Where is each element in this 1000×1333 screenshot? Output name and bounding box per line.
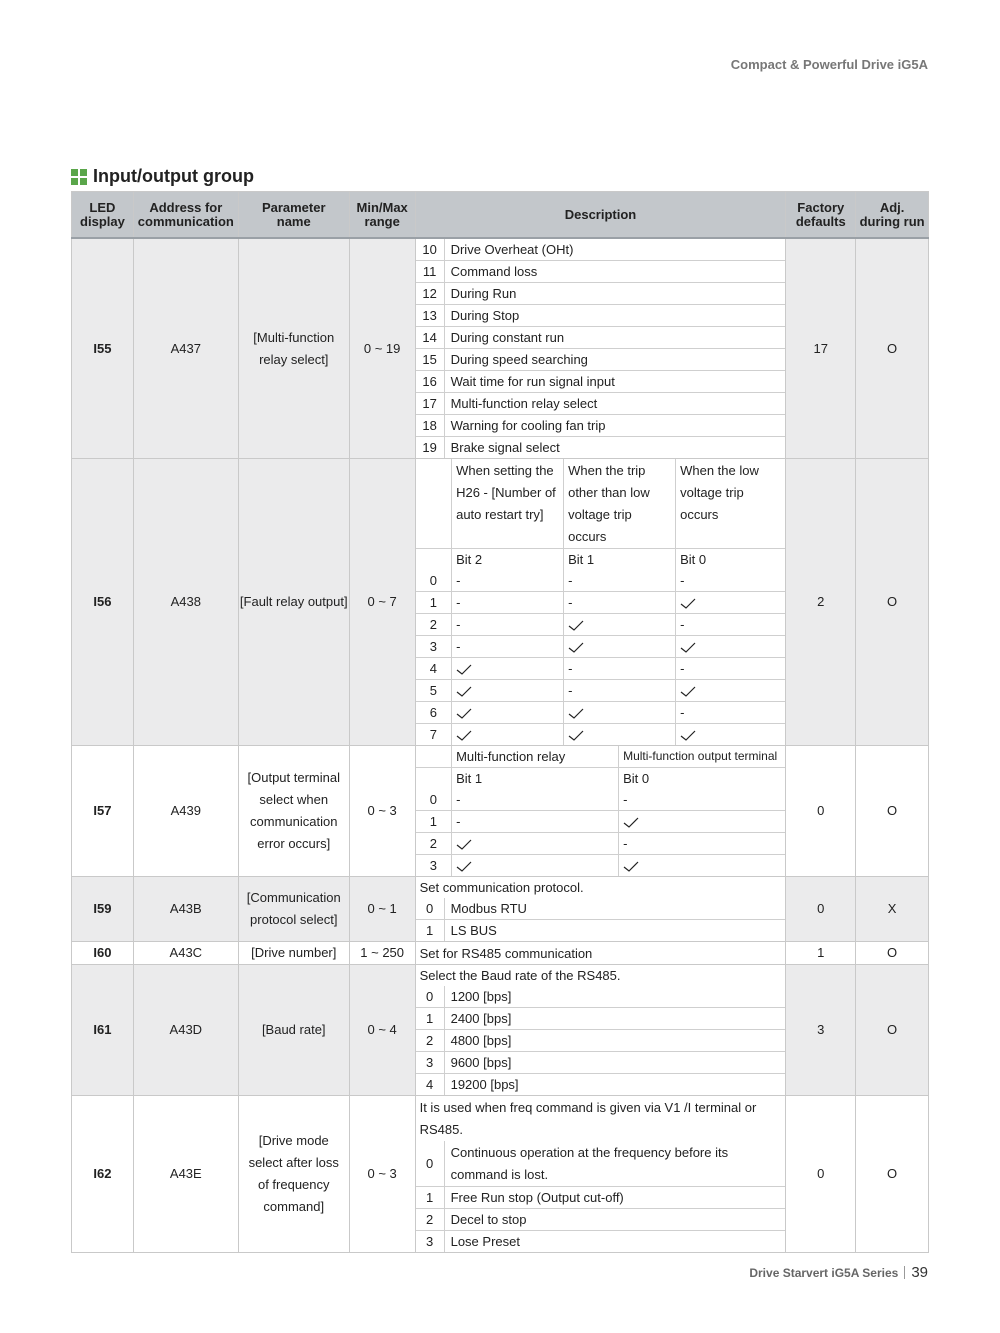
range: 0 ~ 1 <box>349 877 415 942</box>
bit-off-cell: - <box>452 570 564 592</box>
option-text: 1200 [bps] <box>444 986 785 1008</box>
bit-row <box>416 592 786 614</box>
running-header: Compact & Powerful Drive iG5A <box>730 57 928 72</box>
adj-during-run: O <box>856 459 929 746</box>
option-text: Multi-function relay select <box>444 393 785 415</box>
range: 0 ~ 4 <box>349 965 415 1096</box>
check-mark-icon <box>456 729 472 742</box>
option-row <box>416 305 786 327</box>
option-text: LS BUS <box>450 923 497 938</box>
table-header-row <box>72 192 929 239</box>
factory-default: 3 <box>786 965 856 1096</box>
bit1-header: When the trip other than low voltage trip occurs <box>564 459 676 549</box>
bit-row <box>416 570 786 592</box>
col-led-text: LED display <box>80 199 125 229</box>
option-text: Command loss <box>444 261 785 283</box>
bit-off-cell: - <box>452 789 619 811</box>
bit-row <box>416 833 786 855</box>
bit-value: 1 <box>416 592 452 614</box>
option-row <box>416 920 786 942</box>
col-param-name <box>238 192 349 239</box>
bit-off-cell: - <box>619 833 786 855</box>
option-row <box>416 327 786 349</box>
bit-row <box>416 680 786 702</box>
bit-row <box>416 614 786 636</box>
series-name: Drive Starvert iG5A Series <box>749 1265 899 1280</box>
check-mark-icon <box>568 641 584 654</box>
option-row <box>416 1008 786 1030</box>
option-number: 2 <box>416 1209 445 1231</box>
factory-default: 0 <box>786 746 856 877</box>
bit-off-cell: - <box>676 702 786 724</box>
option-text: During Run <box>444 283 785 305</box>
option-row <box>416 415 786 437</box>
option-list <box>416 1096 786 1252</box>
option-row <box>416 239 786 261</box>
bit0-header: When the low voltage trip occurs <box>676 459 786 549</box>
adj-during-run: O <box>856 746 929 877</box>
bit-off-cell: - <box>564 658 676 680</box>
bit0-label: Bit 0 <box>676 549 786 571</box>
check-mark-icon <box>456 860 472 873</box>
col-led-display <box>72 192 134 239</box>
bit-off-cell: - <box>676 570 786 592</box>
option-number: 0 <box>416 898 445 920</box>
bit-table <box>416 746 786 876</box>
row-i60 <box>72 942 929 965</box>
range: 0 ~ 3 <box>349 746 415 877</box>
check-mark-icon <box>680 685 696 698</box>
option-number: 16 <box>416 371 445 393</box>
option-number: 12 <box>416 283 445 305</box>
option-number: 4 <box>416 1074 445 1096</box>
range: 0 ~ 19 <box>349 238 415 459</box>
led-display: I62 <box>72 1096 134 1253</box>
factory-default: 17 <box>786 238 856 459</box>
option-text: 9600 [bps] <box>444 1052 785 1074</box>
option-number: 1 <box>416 920 445 942</box>
adj-during-run: O <box>856 1096 929 1253</box>
option-text: 19200 [bps] <box>450 1077 519 1092</box>
check-mark-icon <box>623 816 639 829</box>
bit2-label: Bit 2 <box>456 552 483 567</box>
bit-off-cell: - <box>676 658 786 680</box>
option-number: 1 <box>416 1187 445 1209</box>
factory-default: 1 <box>786 942 856 965</box>
bit-row <box>416 724 786 746</box>
check-mark-icon <box>456 707 472 720</box>
option-text: Lose Preset <box>450 1234 520 1249</box>
check-mark-icon <box>680 597 696 610</box>
option-row <box>416 283 786 305</box>
bit-on-cell <box>676 680 786 702</box>
option-number: 0 <box>416 986 445 1008</box>
bit-on-cell <box>452 833 619 855</box>
bit-value: 6 <box>416 702 452 724</box>
option-text: Drive Overheat (OHt) <box>444 239 785 261</box>
bit-value: 2 <box>416 614 452 636</box>
param-name: [Drive mode select after loss of frequency command] <box>238 1096 349 1253</box>
option-row <box>416 437 786 459</box>
bit-value: 1 <box>416 811 452 833</box>
bit0-label: Bit 0 <box>619 768 786 790</box>
parameter-table <box>71 191 929 1253</box>
bit1-header: Multi-function relay <box>452 746 619 768</box>
description <box>415 746 786 877</box>
bit-value: 3 <box>416 636 452 658</box>
option-list <box>416 965 786 1095</box>
option-number: 15 <box>416 349 445 371</box>
bit-on-cell <box>676 636 786 658</box>
description <box>415 1096 786 1253</box>
address: A43B <box>133 877 238 942</box>
led-display: I57 <box>72 746 134 877</box>
description <box>415 965 786 1096</box>
footer-divider <box>904 1266 905 1279</box>
page-number: 39 <box>911 1264 928 1281</box>
col-range-text: Min/Max range <box>356 199 408 229</box>
bit-value: 7 <box>416 724 452 746</box>
col-address <box>133 192 238 239</box>
factory-default: 2 <box>786 459 856 746</box>
bit0-header: Multi-function output terminal <box>619 746 786 768</box>
bit-row <box>416 855 786 877</box>
bit-on-cell <box>676 592 786 614</box>
bit-off-cell: - <box>564 592 676 614</box>
bit2-header: When setting the H26 - [Number of auto restart try] <box>452 459 564 549</box>
bit-on-cell <box>452 658 564 680</box>
bit-on-cell <box>564 702 676 724</box>
option-number: 10 <box>416 239 445 261</box>
factory-default: 0 <box>786 1096 856 1253</box>
adj-during-run: O <box>856 965 929 1096</box>
param-name: [Drive number] <box>238 942 349 965</box>
option-number: 3 <box>416 1231 445 1253</box>
option-row <box>416 1052 786 1074</box>
intro-text: Set communication protocol. <box>419 880 584 895</box>
option-row <box>416 986 786 1008</box>
bit-value: 5 <box>416 680 452 702</box>
bit1-label: Bit 1 <box>456 771 483 786</box>
col-description <box>415 192 786 239</box>
bit1-label: Bit 1 <box>564 549 676 571</box>
option-text: During speed searching <box>444 349 785 371</box>
page-footer <box>749 1264 928 1281</box>
option-text: Brake signal select <box>450 440 560 455</box>
option-list <box>416 877 786 941</box>
intro-text: Select the Baud rate of the RS485. <box>419 968 621 983</box>
address: A439 <box>133 746 238 877</box>
bit-on-cell <box>564 614 676 636</box>
option-text: During Stop <box>444 305 785 327</box>
col-param-text: Parameter name <box>261 199 326 229</box>
option-text: Modbus RTU <box>444 898 785 920</box>
bit-off-cell: - <box>564 680 676 702</box>
option-text: Free Run stop (Output cut-off) <box>444 1187 785 1209</box>
adj-during-run: O <box>856 238 929 459</box>
option-number: 11 <box>416 261 445 283</box>
bit-on-cell <box>619 855 786 877</box>
bit-value: 3 <box>416 855 452 877</box>
check-mark-icon <box>456 685 472 698</box>
option-number: 18 <box>416 415 445 437</box>
option-number: 13 <box>416 305 445 327</box>
factory-default: 0 <box>786 877 856 942</box>
bit-header-row <box>416 459 786 549</box>
bit-label-row <box>416 549 786 571</box>
bit-off-cell: - <box>452 811 619 833</box>
address: A43D <box>133 965 238 1096</box>
bit-off-cell: - <box>452 636 564 658</box>
led-display: I55 <box>72 238 134 459</box>
bit-on-cell <box>452 702 564 724</box>
bit-on-cell <box>452 724 564 746</box>
option-text: 4800 [bps] <box>444 1030 785 1052</box>
bit-row <box>416 789 786 811</box>
led-display: I61 <box>72 965 134 1096</box>
bit-row <box>416 702 786 724</box>
check-mark-icon <box>568 619 584 632</box>
row-i56 <box>72 459 929 746</box>
bit-label-row <box>416 768 786 790</box>
col-desc-text: Description <box>564 206 637 222</box>
check-mark-icon <box>456 663 472 676</box>
bit-table <box>416 459 786 745</box>
row-i57 <box>72 746 929 877</box>
bit-off-cell: - <box>452 592 564 614</box>
address: A438 <box>133 459 238 746</box>
option-number: 1 <box>416 1008 445 1030</box>
intro-text: It is used when freq command is given via V1 /I terminal or RS485. <box>419 1100 757 1137</box>
col-adj-text: Adj. during run <box>859 199 925 229</box>
bit-off-cell: - <box>619 789 786 811</box>
col-factory <box>786 192 856 239</box>
bit-off-cell: - <box>452 614 564 636</box>
row-i59 <box>72 877 929 942</box>
description: Set for RS485 communication <box>415 942 786 965</box>
option-row <box>416 349 786 371</box>
address: A43C <box>133 942 238 965</box>
param-name: [Multi-function relay select] <box>238 238 349 459</box>
check-mark-icon <box>568 729 584 742</box>
section-heading <box>71 166 254 187</box>
bit-row <box>416 636 786 658</box>
bit-on-cell <box>564 636 676 658</box>
option-list <box>416 239 786 458</box>
bit-header-row <box>416 746 786 768</box>
option-row <box>416 1141 786 1187</box>
bit-on-cell <box>564 724 676 746</box>
option-row <box>416 898 786 920</box>
adj-during-run: X <box>856 877 929 942</box>
option-number: 19 <box>416 437 445 459</box>
range: 0 ~ 7 <box>349 459 415 746</box>
option-number: 0 <box>416 1141 445 1187</box>
option-number: 3 <box>416 1052 445 1074</box>
description <box>415 238 786 459</box>
bit-on-cell <box>676 724 786 746</box>
led-display: I59 <box>72 877 134 942</box>
option-row <box>416 1209 786 1231</box>
description <box>415 877 786 942</box>
bit-row <box>416 658 786 680</box>
option-row <box>416 261 786 283</box>
param-name: [Fault relay output] <box>238 459 349 746</box>
bit-value: 2 <box>416 833 452 855</box>
option-text: Continuous operation at the frequency before its command is lost. <box>444 1141 785 1187</box>
col-range <box>349 192 415 239</box>
check-mark-icon <box>680 729 696 742</box>
col-factory-text: Factory defaults <box>795 199 846 229</box>
option-text: 2400 [bps] <box>444 1008 785 1030</box>
bit-value: 4 <box>416 658 452 680</box>
option-row <box>416 393 786 415</box>
check-mark-icon <box>680 641 696 654</box>
range: 0 ~ 3 <box>349 1096 415 1253</box>
section-title: Input/output group <box>93 166 254 186</box>
bit-row <box>416 811 786 833</box>
address: A437 <box>133 238 238 459</box>
check-mark-icon <box>456 838 472 851</box>
bit-off-cell: - <box>676 614 786 636</box>
option-row <box>416 1074 786 1096</box>
check-mark-icon <box>623 860 639 873</box>
col-adj <box>856 192 929 239</box>
row-i55 <box>72 238 929 459</box>
grid-squares-icon <box>71 169 87 185</box>
check-mark-icon <box>568 707 584 720</box>
address: A43E <box>133 1096 238 1253</box>
option-number: 14 <box>416 327 445 349</box>
description <box>415 459 786 746</box>
bit-on-cell <box>452 680 564 702</box>
bit-value: 0 <box>416 789 452 811</box>
row-i62 <box>72 1096 929 1253</box>
option-text: Warning for cooling fan trip <box>444 415 785 437</box>
bit-on-cell <box>452 855 619 877</box>
led-display: I56 <box>72 459 134 746</box>
bit-off-cell: - <box>564 570 676 592</box>
option-number: 17 <box>416 393 445 415</box>
option-text: Wait time for run signal input <box>444 371 785 393</box>
col-addr-text: Address for communication <box>137 199 234 229</box>
bit-on-cell <box>619 811 786 833</box>
option-row <box>416 1187 786 1209</box>
option-row <box>416 371 786 393</box>
option-text: During constant run <box>444 327 785 349</box>
option-row <box>416 1030 786 1052</box>
option-text: Decel to stop <box>444 1209 785 1231</box>
param-name: [Communication protocol select] <box>238 877 349 942</box>
adj-during-run: O <box>856 942 929 965</box>
range: 1 ~ 250 <box>349 942 415 965</box>
bit-value: 0 <box>416 570 452 592</box>
param-name: [Baud rate] <box>238 965 349 1096</box>
row-i61 <box>72 965 929 1096</box>
led-display: I60 <box>72 942 134 965</box>
param-name: [Output terminal select when communication error occurs] <box>238 746 349 877</box>
option-row <box>416 1231 786 1253</box>
option-number: 2 <box>416 1030 445 1052</box>
